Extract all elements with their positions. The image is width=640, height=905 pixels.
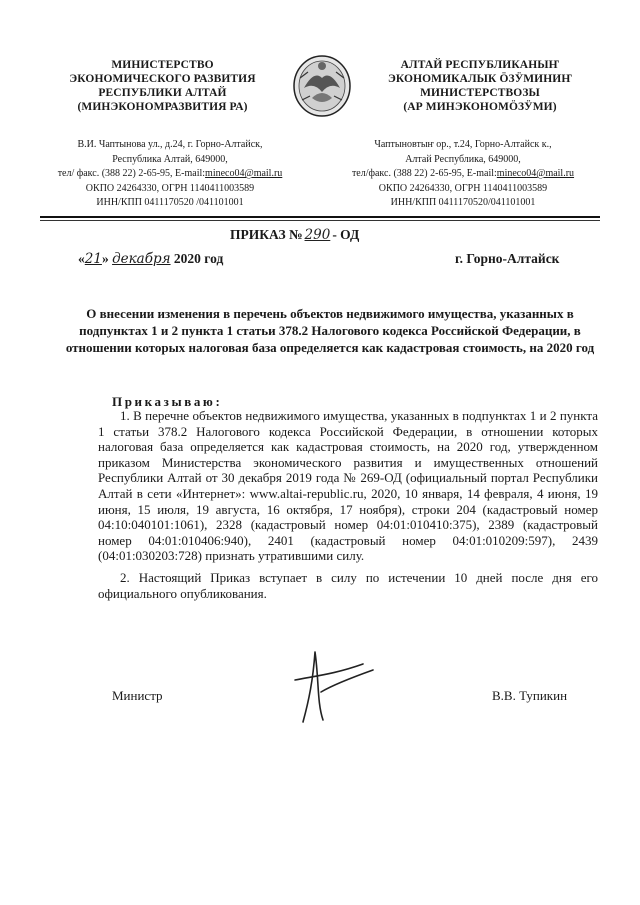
- order-year: 2020 год: [173, 251, 224, 266]
- header-right-line: АЛТАЙ РЕСПУБЛИКАНЫҤ: [400, 59, 560, 71]
- address-line: ИНН/КПП 0411170520 /041101001: [96, 197, 244, 208]
- email-link[interactable]: mineco04@mail.ru: [496, 168, 575, 179]
- header-left-line: РЕСПУБЛИКИ АЛТАЙ: [98, 87, 227, 99]
- coat-of-arms-emblem: [290, 48, 354, 120]
- address-line: ОКПО 24264330, ОГРН 1140411003589: [378, 182, 548, 194]
- order-date: [78, 251, 223, 267]
- header-right-line: ЭКОНОМИКАЛЫК ӦЗӰМИНИҤ: [387, 73, 573, 85]
- header-right-line: (АР МИНЭКОНОМӦЗӰМИ): [403, 101, 557, 113]
- address-line: Республика Алтай, 649000,: [112, 153, 228, 165]
- paragraph-1: 1. В перечне объектов недвижимого имущества, указанных в подпунктах 1 и 2 пункта 1 статьи 378.2 Налогового кодекса Российской Федерации, в отношении которых налоговая база определяется как кадастровая стоимость, на 2020 год, утвержденном приказом Министерства экономического развития и имущественных отношений Республики Алтай от 30 декабря 2019 года № 269-ОД (официальный портал Республики Алтай в сети «Интернет»: www.altai-republic.ru, 2020, 10 января, 14 февраля, 4 июня, 19 июня, 15 июля, 19 августа, 16 октября, 17 ноября), строки 204 (кадастровый номер 04:10:040101:1061), 2328 (кадастровый номер 04:01:010410:375), 2389 (кадастровый номер 04:01:010406:940), 2401 (кадастровый номер 04:01:010209:597), 2439 (04:01:030203:728) признать утратившими силу.: [98, 408, 598, 564]
- address-line: В.И. Чаптынова ул., д.24, г. Горно-Алтайск,: [77, 139, 263, 150]
- document-title: О внесении изменения в перечень объектов недвижимого имущества, указанных в подпунктах 1 и 2 пункта 1 статьи 378.2 Налогового кодекса Российской Федерации, в отношении которых налоговая база определяется как кадастровая стоимость, на 2020 год: [65, 306, 595, 355]
- address-phone-prefix: тел/факс. (388 22) 2-65-95, E-mail:: [351, 168, 497, 179]
- header-left-line: (МИНЭКОНОМРАЗВИТИЯ РА): [77, 101, 248, 113]
- document-body: [98, 408, 598, 601]
- address-contact-line: [30, 167, 310, 182]
- order-city: г. Горно-Алтайск: [455, 251, 560, 266]
- date-quote-close: »: [101, 251, 109, 266]
- email-link[interactable]: mineco04@mail.ru: [205, 168, 283, 179]
- address-altai: [318, 138, 608, 211]
- order-number-line: [230, 227, 359, 243]
- header-left-line: МИНИСТЕРСТВО: [111, 59, 214, 71]
- handwritten-signature: [275, 640, 385, 730]
- address-line: Алтай Республика, 649000,: [405, 153, 521, 165]
- address-phone-prefix: тел/ факс. (388 22) 2-65-95, E-mail:: [57, 168, 206, 179]
- order-day: 21: [84, 251, 102, 267]
- signoff-name: В.В. Тупикин: [492, 688, 568, 703]
- address-contact-line: [318, 167, 608, 182]
- order-prefix: ПРИКАЗ №: [230, 227, 303, 242]
- prikazyvayu-heading: Приказываю:: [112, 394, 223, 409]
- date-quote-open: «: [78, 251, 85, 266]
- order-suffix: - ОД: [332, 227, 360, 242]
- order-month: декабря: [112, 251, 171, 267]
- ministry-name-russian: [40, 58, 285, 114]
- address-line: ОКПО 24264330, ОГРН 1140411003589: [85, 182, 255, 194]
- signoff-position: Министр: [112, 688, 163, 703]
- address-line: ИНН/КПП 0411170520/041101001: [390, 197, 536, 208]
- header-right-line: МИНИСТЕРСТВОЗЫ: [420, 87, 540, 99]
- paragraph-2: 2. Настоящий Приказ вступает в силу по истечении 10 дней после дня его официального опубликования.: [98, 569, 598, 601]
- ministry-name-altai: [350, 58, 610, 114]
- order-number: 290: [304, 227, 331, 243]
- address-line: Чаптыновтыҥ ор., т.24, Горно-Алтайск к.,: [374, 139, 552, 150]
- header-divider-thin: [40, 220, 600, 221]
- header-left-line: ЭКОНОМИЧЕСКОГО РАЗВИТИЯ: [69, 73, 256, 85]
- address-russian: [30, 138, 310, 211]
- header-divider-thick: [40, 216, 600, 218]
